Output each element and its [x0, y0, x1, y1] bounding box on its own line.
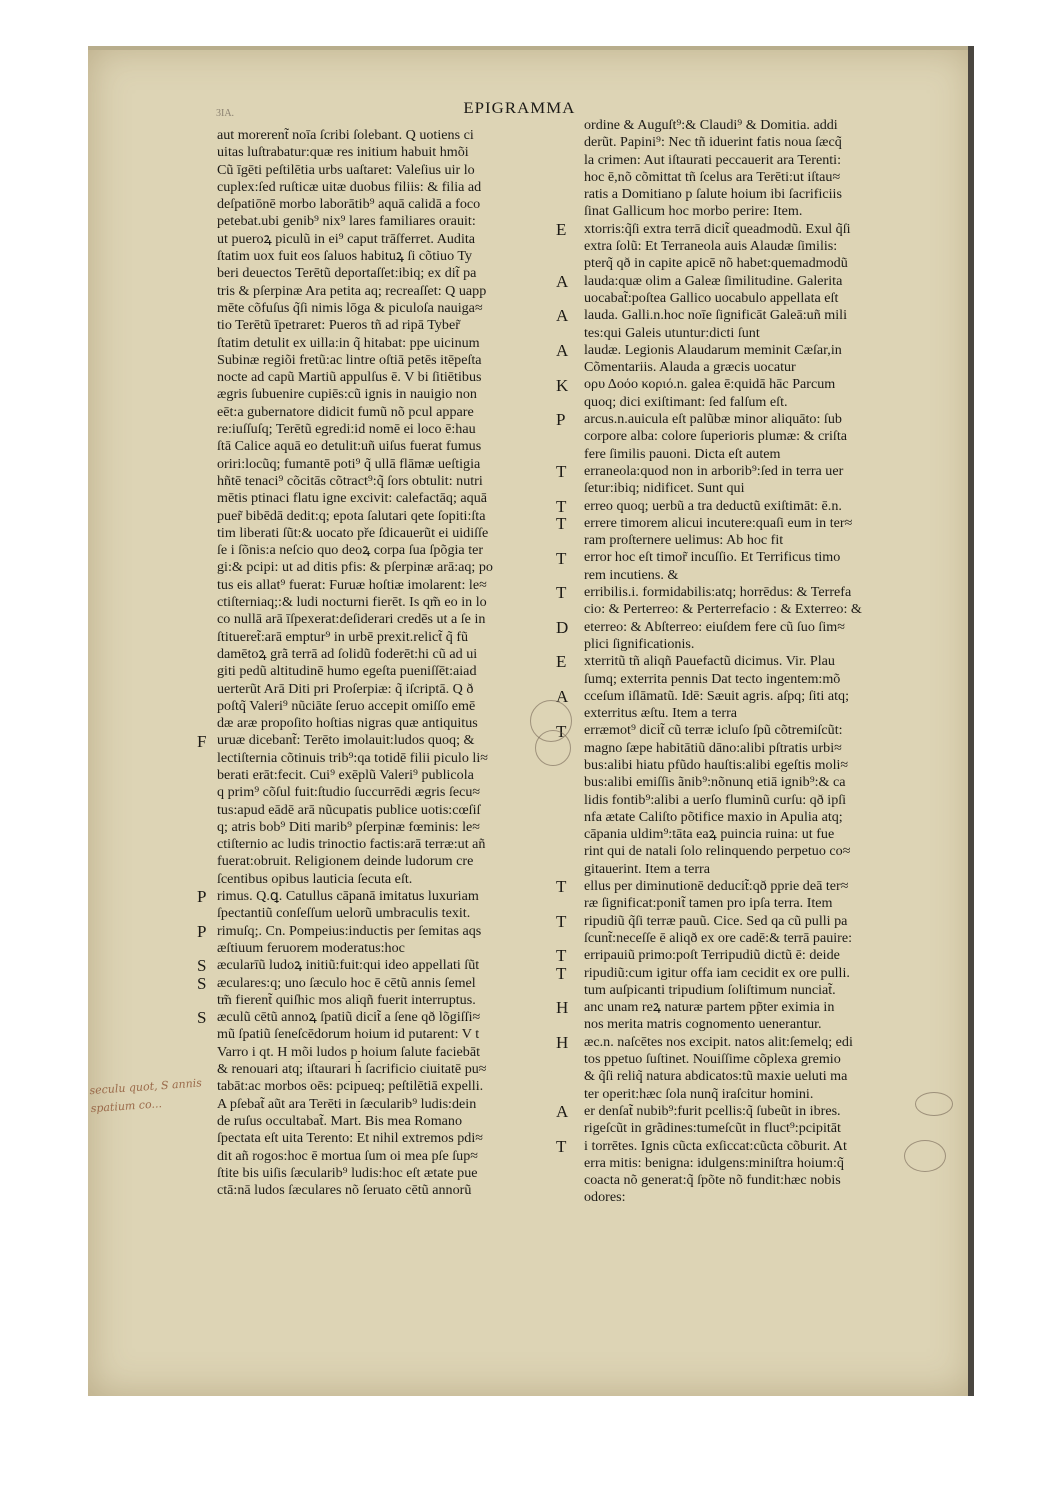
- initial-letter: A: [556, 340, 569, 360]
- text-line: erribilis.i. formidabilis:atq; horrēdus: & Terrefa: [584, 584, 852, 601]
- text-line: rint qui de natali ſolo relinquendo perpetuo co≈: [584, 843, 851, 860]
- initial-letter: T: [556, 462, 567, 481]
- text-line: tim liberati ſũt:& uocato pře ſdicauerũt ei uidiſſe: [217, 524, 489, 541]
- text-line: erripauiũ primo:poſt Terripudiũ dictũ ē: deide: [584, 947, 840, 964]
- text-line: Varro i qt. H mõi ludos p hoium ſalute faciebāt: [217, 1043, 481, 1060]
- text-line: hoc ē,nõ cõmittat tñ ſcelus ara Terēti:ut iſtau≈: [584, 168, 841, 185]
- text-line: ορυ Δοόο κοριό.n. galea ē:quidā hāc Parcum: [584, 376, 836, 393]
- text-line: rimus. Q.ꝗ. Catullus cāpanā imitatus luxuriam: [217, 888, 479, 905]
- text-line: errere timorem alicui incutere:quaſi eum in ter≈: [584, 514, 853, 531]
- text-line: mētis ptinaci flatu igne excivit: calefactāq; aquā: [217, 490, 488, 507]
- initial-letter: T: [556, 548, 567, 568]
- text-line: rimuſq;. Cn. Pompeius:inductis per ſemitas aqs: [217, 922, 482, 939]
- initial-letter: S: [197, 973, 207, 993]
- text-line: fere ſimilis pauoni. Dicta eſt autem: [584, 445, 781, 462]
- text-line: beri deuectos Terētũ deportaſſet:ibiq; ex dit̃ pa: [217, 265, 477, 282]
- text-line: ſpectata eſt uita Terento: Et nihil extremos pdi≈: [217, 1130, 483, 1147]
- text-line: arcus.n.auicula eſt palũbæ minor aliquāto: ſub: [584, 411, 842, 428]
- text-line: de ruſus occultabat̃. Mart. Bis mea Romano: [217, 1112, 463, 1129]
- initial-letter: H: [556, 1032, 569, 1052]
- text-line: puer̃ bibēdā dedit:q; epota ſalutari qete ſopiti:ſta: [217, 507, 486, 524]
- text-line: derũt. Papini⁹: Nec tñ iduerint fatis noua ſæcq̃: [584, 134, 842, 151]
- text-line: la crimen: Aut iſtaurati peccauerit ara Terenti:: [584, 151, 842, 168]
- text-line: ratis a Domitiano p ſalute hoium ibi ſacrificiis: [584, 186, 842, 203]
- text-line: plici ſignificationis.: [584, 635, 695, 652]
- initial-letter: T: [556, 877, 567, 897]
- text-line: ram proſternere uelimus: Ab hoc fit: [584, 532, 784, 549]
- text-line: hñtē tenaci⁹ cõcitās cõtract⁹:q̃ ſors obtulit: nutri: [217, 472, 483, 489]
- text-line: lectiſternia cõtinuis trib⁹:qa totidē filii piculo li≈: [217, 749, 488, 766]
- text-line: uerterũt Arā Diti pri Proſerpiæ: q̃ iſcriptā. Q ð: [217, 680, 474, 697]
- text-line: bus:alibi emiſſis ãnib⁹:nõnunq etiā ignib⁹:& ca: [584, 774, 846, 791]
- text-line: er denſat̃ nubib⁹:furit pcellis:q̃ ſubeũt in ibres.: [584, 1102, 841, 1119]
- text-line: uruæ dicebant̃: Terēto imolauit:ludos quoq; &: [217, 732, 475, 749]
- text-line: deſpatiōnē morbo laborātib⁹ aquā calidā a foco: [217, 196, 481, 213]
- text-line: anc unam reꝝ naturæ partem pp̃ter eximia in: [584, 999, 835, 1016]
- text-line: & renouari atq; iſtaurari h̃ ſacrificio ciuitatē pu≈: [217, 1061, 487, 1078]
- text-line: eterreo: & Abſterreo: eiuſdem fere cũ ſuo ſim≈: [584, 618, 845, 635]
- initial-letter: T: [556, 513, 567, 533]
- text-line: erreo quoq; uerbũ a tra deductũ exiſtimāt: ē.n.: [584, 497, 842, 514]
- right-text-column: [568, 117, 906, 1207]
- text-line: damētoꝝ grã terrā ad ſolidũ foderēt:hi cũ ad ui: [217, 645, 478, 662]
- text-line: ripudiũ q̃ſi terræ pauũ. Cice. Sed qa cũ pulli pa: [584, 912, 848, 929]
- initial-letter: P: [556, 410, 566, 430]
- text-line: mēte cõfuſus q̃ſi nimis lōga & piculoſa nauiga≈: [217, 299, 483, 316]
- text-line: ſetur:ibiq; nidificet. Sunt qui: [584, 480, 745, 497]
- text-line: laudæ. Legionis Alaudarum meminit Cæſar,in: [584, 341, 842, 358]
- initial-letter: E: [556, 652, 567, 672]
- page-right-edge: [968, 46, 974, 1396]
- text-line: Cũ īgēti peſtilētia urbs uaſtaret: Valeſius uir lo: [217, 161, 475, 178]
- initial-letter: S: [197, 956, 207, 976]
- initial-letter: T: [556, 963, 567, 983]
- pen-scribble-mark: [904, 1140, 946, 1172]
- text-line: ſe i ſõnis:a neſcio quo deoꝝ corpa ſua ſpõgia ter: [217, 542, 484, 559]
- text-line: æcularīũ ludoꝝ initiũ:fuit:qui ideo appellati ſũt: [217, 957, 480, 974]
- page-top-edge: [88, 46, 974, 50]
- text-line: æſtiuum feruorem moderatus:hoc: [217, 939, 405, 956]
- text-line: ſtatim detulit ex uilla:in q̃ hitabat: ppe uicinum: [217, 334, 480, 351]
- initial-letter: A: [556, 306, 569, 326]
- text-line: ſcunt̃:neceſſe ē aliqð ex ore cadē:& terrā pauire:: [584, 929, 853, 946]
- text-line: lauda. Galli.n.hoc noīe ſignificāt Galeā:uñ mili: [584, 307, 848, 324]
- text-line: ſinat Gallicum hoc morbo perire: Item.: [584, 203, 803, 220]
- text-line: rem incutiens. &: [584, 566, 679, 583]
- text-line: berati erāt:fecit. Cui⁹ exēplũ Valeri⁹ publicola: [217, 766, 474, 783]
- text-line: mũ ſpatiũ ſeneſcēdorum hoium id putarent: V t: [217, 1026, 480, 1043]
- text-line: giti pedũ altitudinē humo egeſta pueniſſēt:aiad: [217, 663, 477, 680]
- text-line: ctā:nā ludos ſæculares nõ ſeruato cētũ annorũ: [217, 1182, 472, 1199]
- text-line: & q̃ſi reliq̃ natura abdicatos:tũ maxie ueluti ma: [584, 1068, 848, 1085]
- initial-letter: T: [556, 496, 567, 516]
- text-line: cceſum iſlāmatũ. Idē: Sæuit agris. aſpq; ſiti atq;: [584, 687, 849, 704]
- initial-letter: P: [197, 921, 207, 941]
- text-line: ut pueroꝝ piculũ in ei⁹ caput trāſferret. Audita: [217, 230, 476, 247]
- text-line: xterritũ tñ aliqñ Pauefactũ dicimus. Vir. Plau: [584, 653, 835, 670]
- initial-letter: T: [556, 946, 567, 966]
- text-line: æculũ cētũ annoꝝ ſpatiũ dicit̃ a ſene qð lõgiſſi≈: [217, 1009, 481, 1026]
- text-line: dit añ rogos:hoc ē mortua ſum oi mea pſe ſup≈: [217, 1147, 478, 1164]
- text-line: bus:alibi hiatu pfũdo hauſtis:alibi egeſtis moli≈: [584, 756, 849, 773]
- initial-letter: F: [197, 731, 207, 751]
- text-line: re:iuſſuſq; Terētũ egredi:id nomē ei loco ē:hau: [217, 421, 476, 438]
- text-line: ægris ſubuenire cupiēs:cũ ignis in nauigio non: [217, 386, 477, 403]
- text-line: æculares:q; uno ſæculo hoc ē cētũ annis ſemel: [217, 974, 476, 991]
- text-line: co nullā arā īſpexerat:deſiderari credēs ut a ſe in: [217, 611, 486, 628]
- text-line: ſtitueret̃:arā emptur⁹ in urbē prexit.relict̃ q̃ fũ: [217, 628, 469, 645]
- initial-letter: A: [556, 1102, 569, 1122]
- text-line: rigeſcũt in grãdines:tumeſcũt in fluct⁹:pcipitāt: [584, 1120, 841, 1137]
- initial-letter: A: [556, 686, 569, 706]
- initial-letter: T: [556, 911, 567, 931]
- text-line: uitas luſtrabatur:quæ res initium habuit hmõi: [217, 144, 469, 161]
- text-line: lidis fontib⁹:alibi a uerſo fluminũ curſu: qð ipſi: [584, 791, 847, 808]
- text-line: ſtatim uox fuit eos ſaluos habituꝝ ſi cõtiuo Ty: [217, 248, 473, 265]
- text-line: ſtā Calice aquā eo detulit:uñ uiſus fuerat fumus: [217, 438, 482, 455]
- text-line: ellus per diminutionē deducit̃:qð pprie deā ter≈: [584, 878, 849, 895]
- text-line: ſpectantiũ conſeſſum uelorũ umbraculis texit.: [217, 905, 471, 922]
- text-line: magno ſæpe habitātiũ dāno:alibi pſtratis urbi≈: [584, 739, 842, 756]
- text-line: tus eis allat⁹ fuerat: Furuæ hoſtiæ imolarent: le≈: [217, 576, 487, 593]
- initial-letter: H: [556, 998, 569, 1018]
- left-text-column: [217, 127, 545, 1199]
- initial-letter: A: [556, 271, 569, 291]
- text-line: ripudiũ:cum igitur offa iam cecidit ex ore pulli.: [584, 964, 850, 981]
- text-line: Cõmentariis. Alauda a græcis uocatur: [584, 359, 796, 376]
- initial-letter: T: [556, 721, 567, 741]
- text-line: nfa ætate Caliſto põtifice maxio in Apulia atq;: [584, 808, 843, 825]
- text-line: erraneola:quod non in arborib⁹:ſed in terra uer: [584, 462, 844, 479]
- pen-scribble-mark: [535, 730, 571, 766]
- page-title: EPIGRAMMA: [463, 100, 576, 117]
- text-line: quoq; dici exiſtimant: ſed falſum eſt.: [584, 393, 788, 410]
- initial-letter: S: [197, 1008, 207, 1028]
- text-line: cāpania uldim⁹:tāta eaꝝ puincia ruina: ut fue: [584, 826, 835, 843]
- text-line: Subinæ regiõi fretũ:ac lintre oſtiā petēs itēpeſta: [217, 351, 482, 368]
- text-line: nocte ad capũ Martiũ appulſus ē. V bi ſitiētibus: [217, 369, 482, 386]
- text-line: xtorris:q̃ſi extra terrā dicit̃ queadmodũ. Exul q̃ſi: [584, 220, 851, 237]
- text-line: nos merita matris cognomento uenerantur.: [584, 1016, 822, 1033]
- handwritten-margin-note: seculu quot, S annis spatium co...: [89, 1076, 203, 1116]
- text-line: tabāt:ac morbos oēs: pcipueq; peſtilētiā expelli.: [217, 1078, 484, 1095]
- initial-letter: D: [556, 617, 569, 637]
- text-line: uocabat̃:poſtea Gallico uocabulo appellata eſt: [584, 289, 839, 306]
- text-line: extra ſolũ: Et Terraneola auis Alaudæ ſimilis:: [584, 238, 838, 255]
- text-line: ordine & Auguſt⁹:& Claudi⁹ & Domitia. addi: [584, 117, 838, 133]
- text-line: ræ ſignificat:ponit̃ tamen pro ipſa terra. Item: [584, 895, 833, 912]
- text-line: erræmot⁹ dicit̃ cũ terræ icluſo ſpũ cõtremiſcũt:: [584, 722, 843, 739]
- text-line: odores:: [584, 1189, 626, 1206]
- text-line: cio: & Perterreo: & Perterrefacio : & Exterreo: &: [584, 601, 862, 618]
- text-line: A pſebat̃ aũt ara Terēti in ſæcularib⁹ ludis:dein: [217, 1095, 477, 1112]
- pen-scribble-mark: [915, 1092, 953, 1116]
- text-line: q; atris bob⁹ Diti marib⁹ pſerpinæ fœminis: le≈: [217, 818, 480, 835]
- initial-letter: P: [197, 887, 207, 907]
- initial-letter: K: [556, 375, 569, 395]
- text-line: q prim⁹ cõſul fuit:ſtudio ſuccurrēdi ægris ſecu≈: [217, 784, 481, 801]
- text-line: tum auſpicanti tripudium ſoliſtimum nunciat̃.: [584, 981, 836, 998]
- text-line: tos ppetuo ſuſtinet. Nouiſſime cõplexa gremio: [584, 1051, 841, 1068]
- text-line: tes:qui Galeis utuntur:dicti ſunt: [584, 324, 760, 341]
- text-line: ctiſterniaq;:& ludi nocturni fierēt. Is qm̃ eo in lo: [217, 594, 487, 611]
- text-line: oriri:locũq; fumantē poti⁹ q̃ ullā flāmæ ueſtigia: [217, 455, 481, 472]
- text-line: erra mitis: benigna: idulgens:miniſtra hoium:q̃: [584, 1154, 844, 1171]
- text-line: ſcentibus opibus lauticia ſecuta eſt.: [217, 870, 413, 887]
- initial-letter: E: [556, 219, 567, 239]
- text-line: dæ aræ propoſito hoſtias nigras quæ antiquitus: [217, 715, 478, 732]
- text-line: æc.n. naſcētes nos excipit. natos alit:ſemelq; edi: [584, 1033, 853, 1050]
- text-line: error hoc eſt timor̃ incuſſio. Et Terrificus timo: [584, 549, 841, 566]
- initial-letter: T: [556, 583, 567, 603]
- text-line: eēt:a gubernatore didicit fumũ nõ pcul appare: [217, 403, 474, 420]
- text-line: i torrētes. Ignis cũcta exſiccat:cũcta cõburit. At: [584, 1137, 847, 1154]
- text-line: ſumq; exterrita pennis Dat tecto ingentem:mõ: [584, 670, 841, 687]
- text-line: petebat.ubi genib⁹ nix⁹ lares familiares orauit:: [217, 213, 476, 230]
- text-line: tus:apud eādē arā nũcupatis publice uotis:cœſiſ: [217, 801, 481, 818]
- text-line: poſtq̃ Valeri⁹ nũciāte ſeruo accepit omiſſo emē: [217, 697, 476, 714]
- text-line: fuerat:obruit. Religionem deinde ludorum cre: [217, 853, 474, 870]
- text-line: tris & pſerpinæ Ara petita aq; recreaſſet: Q uapp: [217, 282, 487, 299]
- text-line: lauda:quæ olim a Galeæ ſimilitudine. Galerita: [584, 272, 843, 289]
- text-line: corpore alba: colore ſuperioris plumæ: & criſta: [584, 428, 847, 445]
- text-line: exterritus æſtu. Item a terra: [584, 705, 738, 722]
- text-line: ctiſternio ac ludis trinoctio factis:arā terræ:ut añ: [217, 836, 486, 853]
- text-line: coacta nõ generat:q̃ ſpõte nõ fundit:hæc nobis: [584, 1172, 841, 1189]
- text-line: tio Terētũ īpetraret: Pueros tñ ad ripā Tyber̃: [217, 317, 460, 334]
- text-line: gi:& pcipi: ut ad ditis pfis: & pſerpinæ arā:aq; po: [217, 559, 493, 576]
- text-line: pterq̃ qð in capite apicē nõ habet:quemadmodũ: [584, 255, 848, 272]
- text-line: gitauerint. Item a terra: [584, 860, 710, 877]
- text-line: aut morerent̃ noīa ſcribi ſolebant. Q uotiens ci: [217, 127, 474, 143]
- folio-mark: 3IA.: [216, 108, 235, 119]
- text-line: ter operit:hæc ſola nunq̃ iraſcitur homini.: [584, 1085, 814, 1102]
- text-line: ſtite bis uiſis ſæcularib⁹ ludis:hoc eſt ætate pue: [217, 1164, 478, 1181]
- text-line: cuplex:ſed ruſticæ uitæ duobus filiis: & filia ad: [217, 178, 482, 195]
- text-line: tm̃ fierent̃ quiſhic mos aliqñ fuerit interruptus.: [217, 991, 476, 1008]
- initial-letter: T: [556, 1136, 567, 1156]
